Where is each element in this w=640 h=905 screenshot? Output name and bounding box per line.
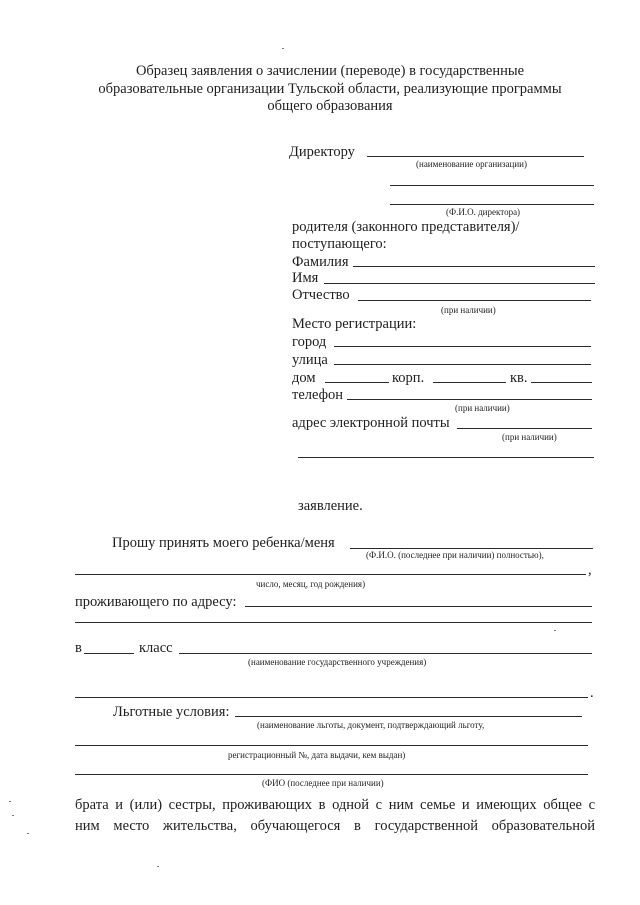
statement-heading: заявление. bbox=[298, 498, 363, 514]
house-label: дом bbox=[292, 370, 316, 386]
building-field[interactable] bbox=[433, 382, 506, 383]
phone-field[interactable] bbox=[347, 399, 592, 400]
street-field[interactable] bbox=[334, 364, 591, 365]
scan-speck bbox=[12, 815, 14, 816]
patronymic-caption: (при наличии) bbox=[441, 305, 496, 315]
benefits-field[interactable] bbox=[235, 716, 582, 717]
benefits-caption: (наименование льготы, документ, подтверждающий льготу, bbox=[257, 720, 485, 730]
house-field[interactable] bbox=[325, 382, 389, 383]
child-fio-birthdate-field[interactable] bbox=[75, 574, 586, 575]
title-line-1: Образец заявления о зачислении (переводе) в государственные bbox=[135, 63, 525, 79]
in-label: в bbox=[75, 640, 82, 656]
email-field-continuation[interactable] bbox=[298, 457, 594, 458]
birthdate-caption: число, месяц, год рождения) bbox=[256, 579, 366, 589]
document-title bbox=[60, 63, 600, 116]
email-field[interactable] bbox=[457, 428, 592, 429]
apartment-field[interactable] bbox=[531, 382, 592, 383]
from-parent-line-1: родителя (законного представителя)/ bbox=[292, 219, 520, 235]
request-label: Прошу принять моего ребенка/меня bbox=[112, 535, 335, 551]
building-label: корп. bbox=[392, 370, 425, 386]
address-label: проживающего по адресу: bbox=[75, 594, 237, 610]
city-label: город bbox=[292, 334, 327, 350]
director-fio-caption: (Ф.И.О. директора) bbox=[446, 207, 521, 217]
scan-speck bbox=[157, 866, 159, 867]
organization-name-caption: (наименование организации) bbox=[416, 159, 527, 169]
organization-name-field[interactable] bbox=[367, 156, 584, 157]
institution-field[interactable] bbox=[179, 653, 592, 654]
address-field-continuation[interactable] bbox=[75, 622, 592, 623]
phone-caption: (при наличии) bbox=[455, 403, 510, 413]
address-field[interactable] bbox=[245, 606, 592, 607]
director-fio-field-1[interactable] bbox=[390, 185, 594, 186]
phone-label: телефон bbox=[292, 387, 344, 403]
registration-caption: регистрационный №, дата выдачи, кем выдан) bbox=[228, 750, 406, 760]
scan-speck bbox=[9, 801, 11, 802]
paragraph-line-2: ним место жительства, обучающегося в государственной образовательной bbox=[75, 818, 595, 834]
surname-field[interactable] bbox=[353, 266, 595, 267]
street-label: улица bbox=[292, 352, 328, 368]
surname-label: Фамилия bbox=[292, 254, 349, 270]
email-caption: (при наличии) bbox=[502, 432, 557, 442]
from-parent-line-2: поступающего: bbox=[292, 236, 387, 252]
city-field[interactable] bbox=[334, 346, 591, 347]
director-label: Директору bbox=[289, 144, 355, 160]
scan-speck bbox=[554, 630, 556, 631]
class-number-field[interactable] bbox=[84, 653, 134, 654]
class-label: класс bbox=[139, 640, 173, 656]
apartment-label: кв. bbox=[510, 370, 528, 386]
title-line-3: общего образования bbox=[267, 98, 393, 114]
registration-label: Место регистрации: bbox=[292, 316, 417, 332]
institution-field-continuation[interactable] bbox=[75, 697, 588, 698]
scan-speck bbox=[27, 833, 29, 834]
director-fio-field-2[interactable] bbox=[390, 204, 594, 205]
title-line-2: образовательные организации Тульской области, реализующие программы bbox=[98, 80, 562, 97]
child-fio-caption: (Ф.И.О. (последнее при наличии) полностью), bbox=[366, 550, 544, 560]
scan-speck bbox=[282, 48, 284, 49]
benefits-document-field[interactable] bbox=[75, 745, 588, 746]
benefits-label: Льготные условия: bbox=[113, 704, 230, 720]
comma: , bbox=[588, 562, 592, 578]
institution-caption: (наименование государственного учреждения) bbox=[248, 657, 427, 667]
name-label: Имя bbox=[292, 270, 319, 286]
name-field[interactable] bbox=[324, 283, 595, 284]
fio-caption: (ФИО (последнее при наличии) bbox=[262, 778, 384, 788]
sibling-fio-field[interactable] bbox=[75, 774, 588, 775]
period: . bbox=[590, 685, 594, 701]
email-label: адрес электронной почты bbox=[292, 415, 450, 431]
patronymic-label: Отчество bbox=[292, 287, 350, 303]
child-fio-field[interactable] bbox=[350, 548, 593, 549]
paragraph-line-1: брата и (или) сестры, проживающих в одной с ним семье и имеющих общее с bbox=[75, 797, 595, 813]
patronymic-field[interactable] bbox=[358, 300, 591, 301]
